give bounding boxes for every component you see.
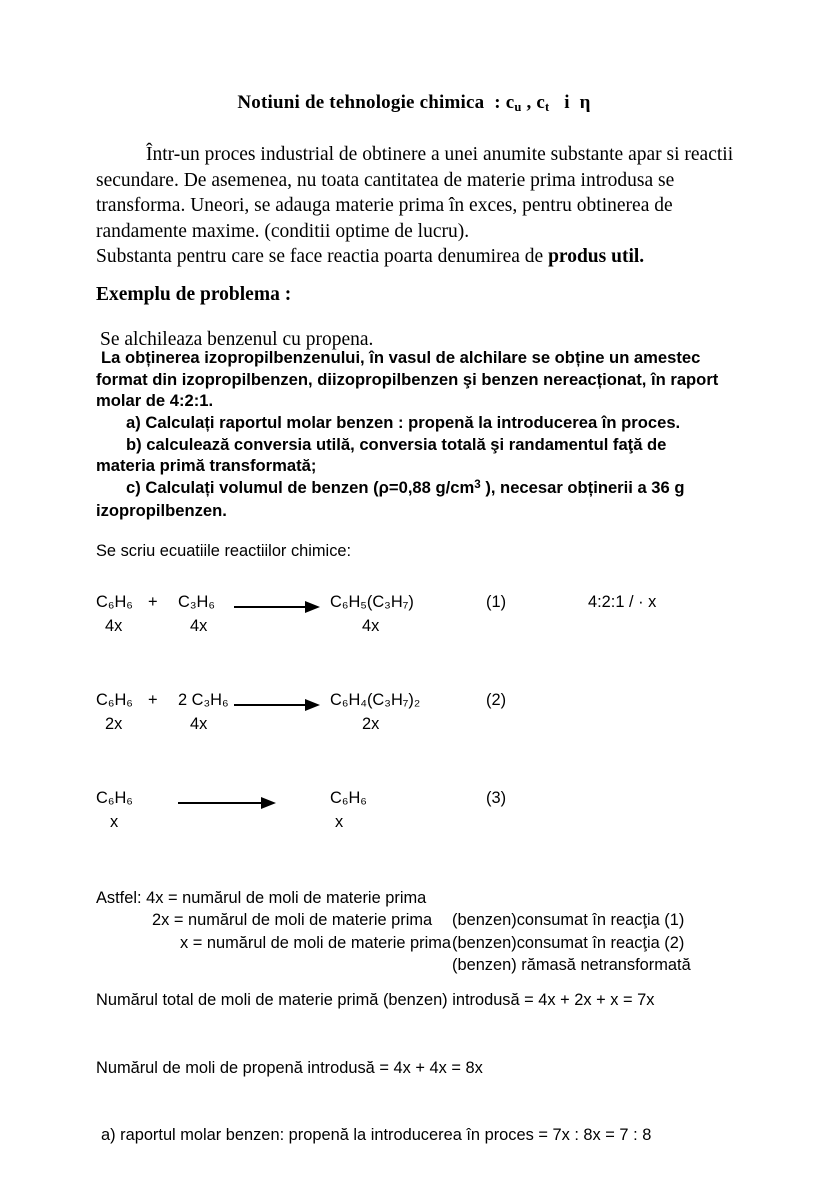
page-title-mid: , c (521, 92, 546, 113)
problem-statement (96, 347, 744, 412)
task-c-text-part1: c) Calculați volumul de benzen (ρ=0,88 g/cm (126, 477, 475, 497)
task-b-line-2: materia primă transformată; (96, 456, 317, 476)
astfel-row-2-left: 2x = numărul de moli de materie prima (152, 911, 433, 929)
statement-line-1-text: La obținerea izopropilbenzenului, în vasul de alchilare se obține un amestec (101, 348, 701, 367)
eq2-reactant-1: C₆H₆ (96, 691, 133, 709)
eq2-product-coefficient: 2x (362, 715, 380, 733)
eq2-reactant-2: 2 C₃H₆ (178, 691, 229, 709)
eq1-product: C₆H₅(C₃H₇) (330, 593, 414, 611)
eq1-ratio-note: 4:2:1 / · x (588, 593, 657, 611)
eq1-number-label: (1) (486, 593, 507, 611)
eq2-number-label: (2) (486, 691, 507, 709)
statement-line-2: format din izopropilbenzen, diizopropilbenzen şi benzen nereacționat, în raport (96, 369, 719, 389)
eq1-reactant-2-coefficient: 4x (190, 617, 208, 635)
page-title (0, 92, 828, 114)
produs-util-emphasis: produs util. (548, 246, 645, 268)
intro-last-line-plain: Substanta pentru care se face reactia poarta denumirea de (96, 246, 549, 268)
chemical-equation-2 (0, 690, 828, 746)
eq1-reactant-2: C₃H₆ (178, 593, 215, 611)
eq3-product: C₆H₆ (330, 789, 367, 807)
task-c-superscript-3: 3 (474, 477, 481, 491)
eq3-number-label: (3) (486, 789, 507, 807)
page-title-sub-u: u (514, 100, 522, 114)
intro-body-text: Într-un proces industrial de obtinere a unei anumite substante apar si reactii secundare. De asemenea, nu toata cantitatea de materie prima introdusa se transforma. Uneori, se adauga materie prima în exces, pentru obtinerea de randamente maxime. (conditii optime de lucru). (96, 144, 734, 242)
chemical-equation-3 (0, 788, 828, 844)
page-title-sub-t: t (545, 100, 550, 114)
equations-lead-text: Se scriu ecuatiile reactiilor chimice: (96, 542, 352, 560)
arrow-shaft (234, 704, 308, 706)
eq1-plus-sign: + (148, 593, 158, 611)
eq1-reactant-1: C₆H₆ (96, 593, 133, 611)
astfel-row-1-left: Astfel: 4x = numărul de moli de materie prima (96, 888, 427, 907)
eq3-product-coefficient: x (335, 813, 344, 831)
arrow-head (305, 601, 320, 613)
problem-intro-line: Se alchileaza benzenul cu propena. (100, 329, 374, 350)
eq3-reactant-1: C₆H₆ (96, 789, 133, 807)
intro-paragraph (96, 142, 736, 270)
totals-line-1: Numărul total de moli de materie primă (benzen) introdusă = 4x + 2x + x = 7x (96, 991, 655, 1009)
eq2-plus-sign: + (148, 691, 158, 709)
arrow-shaft (234, 606, 308, 608)
reaction-arrow-icon (178, 797, 278, 809)
eq1-product-coefficient: 4x (362, 617, 380, 635)
eq1-reactant-1-coefficient: 4x (105, 617, 123, 635)
statement-line-1 (96, 347, 744, 369)
task-c-line-2: izopropilbenzen. (96, 501, 227, 521)
eq3-reactant-1-coefficient: x (110, 813, 119, 831)
problem-tasks (96, 412, 744, 522)
example-heading: Exemplu de problema : (96, 284, 292, 305)
totals-line-2: Numărul de moli de propenă introdusă = 4x + 4x = 8x (96, 1058, 483, 1077)
astfel-explanation-block (96, 864, 746, 974)
eq2-reactant-2-coefficient: 4x (190, 715, 208, 733)
page-title-tail: i η (549, 92, 591, 113)
astfel-row-2-right: (benzen)consumat în reacţia (2) (452, 933, 685, 952)
task-c-text-part2: ), necesar obținerii a 36 g (480, 477, 685, 497)
arrow-shaft (178, 802, 264, 804)
reaction-arrow-icon (234, 601, 322, 613)
task-b-line-1: b) calculează conversia utilă, conversia totală şi randamentul faţă de (126, 434, 667, 454)
astfel-row-3-right: (benzen) rămasă netransformată (452, 956, 691, 974)
page-title-main: Notiuni de tehnologie chimica : c (237, 92, 515, 113)
arrow-head (305, 699, 320, 711)
statement-line-3: molar de 4:2:1. (96, 391, 214, 411)
astfel-row-3-left: x = numărul de moli de materie prima (180, 933, 452, 952)
task-c-line-1 (96, 477, 744, 501)
astfel-row-1-right: (benzen)consumat în reacţia (1) (452, 911, 685, 929)
chemical-equation-1 (0, 592, 828, 648)
totals-block (96, 944, 756, 1192)
task-a-line-1: a) Calculați raportul molar benzen : propenă la introducerea în proces. (126, 413, 681, 432)
reaction-arrow-icon (234, 699, 322, 711)
eq2-product: C₆H₄(C₃H₇)₂ (330, 691, 421, 709)
eq2-reactant-1-coefficient: 2x (105, 715, 123, 733)
totals-line-3: a) raportul molar benzen: propenă la introducerea în proces = 7x : 8x = 7 : 8 (101, 1126, 652, 1144)
arrow-head (261, 797, 276, 809)
